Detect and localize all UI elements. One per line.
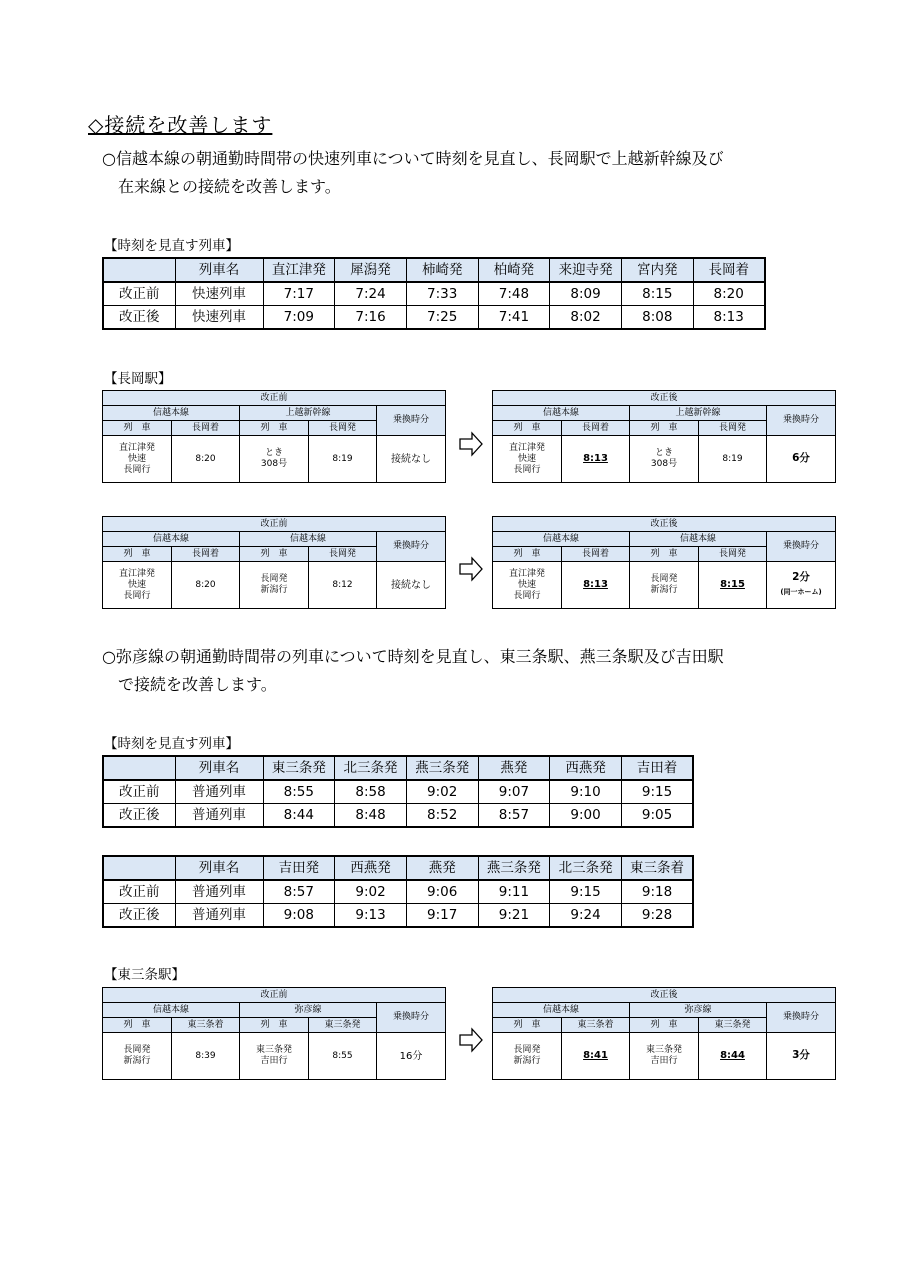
table-cell: 9:05 — [621, 804, 693, 828]
table-cell: 9:07 — [478, 780, 550, 804]
timetable-header-row — [103, 258, 765, 282]
row-label: 改正後 — [103, 804, 175, 828]
sub-header: 列 車 — [493, 421, 562, 436]
line-name: 信越本線 — [103, 532, 240, 547]
sub-header: 列 車 — [630, 547, 699, 562]
connection-table-nagaoka-1-after — [492, 390, 836, 483]
connection-table-higashisanjo-before — [102, 987, 446, 1080]
header-cell: 犀潟発 — [335, 258, 407, 282]
sub-header: 長岡発 — [699, 421, 767, 436]
train-b: とき 308号 — [630, 436, 699, 483]
train-a: 直江津発 快速 長岡行 — [103, 436, 172, 483]
timetable-yahiko-outbound — [102, 755, 694, 828]
table-cell: 普通列車 — [175, 880, 263, 904]
table-cell: 8:55 — [263, 780, 335, 804]
header-cell: 吉田発 — [263, 856, 335, 880]
header-cell: 宮内発 — [621, 258, 693, 282]
table-title: 改正後 — [493, 517, 836, 532]
connection-table-nagaoka-2-before — [102, 516, 446, 609]
sub-header: 列 車 — [493, 547, 562, 562]
sub-header: 長岡着 — [562, 547, 630, 562]
sub-header: 列 車 — [630, 421, 699, 436]
table-cell: 7:17 — [263, 282, 335, 306]
timetable-label-1: 【時刻を見直す列車】 — [104, 238, 239, 254]
table-cell: 9:02 — [406, 780, 478, 804]
table-cell: 普通列車 — [175, 804, 263, 828]
table-row — [103, 904, 693, 928]
line-name: 信越本線 — [493, 406, 630, 421]
train-a: 長岡発 新潟行 — [493, 1033, 562, 1080]
table-cell: 8:48 — [335, 804, 407, 828]
time-b: 8:44 — [699, 1033, 767, 1080]
section1-text — [102, 145, 724, 201]
line-name: 信越本線 — [493, 1003, 630, 1018]
time-b: 8:19 — [309, 436, 377, 483]
header-cell: 吉田着 — [621, 756, 693, 780]
header-cell: 列車名 — [175, 756, 263, 780]
table-cell: 普通列車 — [175, 780, 263, 804]
train-b: 長岡発 新潟行 — [630, 562, 699, 609]
table-cell: 8:57 — [263, 880, 335, 904]
train-b: 東三条発 吉田行 — [630, 1033, 699, 1080]
header-cell: 北三条発 — [335, 756, 407, 780]
row-label: 改正後 — [103, 306, 175, 330]
table-cell: 7:33 — [406, 282, 478, 306]
sub-header: 列 車 — [103, 421, 172, 436]
table-cell: 9:06 — [406, 880, 478, 904]
section1-line1: ○信越本線の朝通勤時間帯の快速列車について時刻を見直し、長岡駅で上越新幹線及び — [102, 149, 724, 168]
table-cell: 8:13 — [693, 306, 765, 330]
transfer-header: 乗換時分 — [377, 532, 446, 562]
table-row — [103, 282, 765, 306]
table-cell: 9:17 — [406, 904, 478, 928]
header-cell: 北三条発 — [550, 856, 622, 880]
diagonal-corner-cell — [103, 756, 175, 780]
row-label: 改正前 — [103, 880, 175, 904]
sub-header: 東三条発 — [309, 1018, 377, 1033]
table-title: 改正前 — [103, 988, 446, 1003]
sub-header: 長岡発 — [309, 421, 377, 436]
table-cell: 8:44 — [263, 804, 335, 828]
table-cell: 7:24 — [335, 282, 407, 306]
transfer-result: 3分 — [767, 1033, 836, 1080]
row-label: 改正後 — [103, 904, 175, 928]
table-title: 改正後 — [493, 391, 836, 406]
table-cell: 7:25 — [406, 306, 478, 330]
time-b: 8:55 — [309, 1033, 377, 1080]
sub-header: 列 車 — [630, 1018, 699, 1033]
section2-text — [102, 643, 724, 699]
time-a: 8:13 — [562, 562, 630, 609]
sub-header: 長岡着 — [172, 421, 240, 436]
sub-header: 列 車 — [240, 421, 309, 436]
time-a: 8:20 — [172, 562, 240, 609]
table-cell: 7:09 — [263, 306, 335, 330]
right-arrow-icon — [458, 1027, 484, 1053]
header-cell: 列車名 — [175, 856, 263, 880]
table-cell: 9:15 — [550, 880, 622, 904]
train-b: とき 308号 — [240, 436, 309, 483]
line-name: 上越新幹線 — [630, 406, 767, 421]
section1-line2: 在来線との接続を改善します。 — [118, 177, 341, 196]
line-name: 信越本線 — [103, 1003, 240, 1018]
transfer-header: 乗換時分 — [767, 406, 836, 436]
station-label-higashisanjo: 【東三条駅】 — [104, 967, 185, 983]
sub-header: 長岡着 — [172, 547, 240, 562]
connection-table-nagaoka-2-after — [492, 516, 836, 609]
train-b: 長岡発 新潟行 — [240, 562, 309, 609]
table-cell: 8:57 — [478, 804, 550, 828]
sub-header: 列 車 — [103, 1018, 172, 1033]
header-cell: 直江津発 — [263, 258, 335, 282]
header-cell: 柏崎発 — [478, 258, 550, 282]
table-cell: 9:11 — [478, 880, 550, 904]
table-cell: 8:08 — [621, 306, 693, 330]
line-name: 弥彦線 — [630, 1003, 767, 1018]
sub-header: 東三条着 — [172, 1018, 240, 1033]
line-name: 信越本線 — [240, 532, 377, 547]
line-name: 上越新幹線 — [240, 406, 377, 421]
table-cell: 8:09 — [550, 282, 622, 306]
right-arrow-icon — [458, 556, 484, 582]
table-cell: 9:02 — [335, 880, 407, 904]
transfer-header: 乗換時分 — [767, 1003, 836, 1033]
header-cell: 燕発 — [406, 856, 478, 880]
time-b: 8:12 — [309, 562, 377, 609]
timetable-yahiko-inbound — [102, 855, 694, 928]
connection-table-higashisanjo-after — [492, 987, 836, 1080]
table-cell: 普通列車 — [175, 904, 263, 928]
train-a: 長岡発 新潟行 — [103, 1033, 172, 1080]
header-cell: 燕発 — [478, 756, 550, 780]
right-arrow-icon — [458, 431, 484, 457]
transfer-result: 接続なし — [377, 562, 446, 609]
sub-header: 列 車 — [103, 547, 172, 562]
header-cell: 燕三条発 — [478, 856, 550, 880]
time-a: 8:13 — [562, 436, 630, 483]
page-heading: ◇接続を改善します — [88, 113, 273, 137]
section2-line1: ○弥彦線の朝通勤時間帯の列車について時刻を見直し、東三条駅、燕三条駅及び吉田駅 — [102, 647, 724, 666]
sub-header: 列 車 — [240, 1018, 309, 1033]
time-b: 8:19 — [699, 436, 767, 483]
table-cell: 9:24 — [550, 904, 622, 928]
table-cell: 9:15 — [621, 780, 693, 804]
timetable-shinetsu — [102, 257, 766, 330]
table-row — [103, 306, 765, 330]
header-cell: 燕三条発 — [406, 756, 478, 780]
row-label: 改正前 — [103, 780, 175, 804]
transfer-result: 接続なし — [377, 436, 446, 483]
table-title: 改正後 — [493, 988, 836, 1003]
table-cell: 7:41 — [478, 306, 550, 330]
table-cell: 9:10 — [550, 780, 622, 804]
transfer-header: 乗換時分 — [377, 1003, 446, 1033]
header-cell: 西燕発 — [550, 756, 622, 780]
connection-table-nagaoka-1-before — [102, 390, 446, 483]
diagonal-corner-cell — [103, 856, 175, 880]
train-a: 直江津発 快速 長岡行 — [493, 436, 562, 483]
line-name: 弥彦線 — [240, 1003, 377, 1018]
sub-header: 長岡着 — [562, 421, 630, 436]
table-title: 改正前 — [103, 391, 446, 406]
sub-header: 長岡発 — [699, 547, 767, 562]
train-a: 直江津発 快速 長岡行 — [493, 562, 562, 609]
transfer-result: 16分 — [377, 1033, 446, 1080]
table-cell: 8:15 — [621, 282, 693, 306]
sub-header: 列 車 — [240, 547, 309, 562]
train-a: 直江津発 快速 長岡行 — [103, 562, 172, 609]
time-b: 8:15 — [699, 562, 767, 609]
table-cell: 9:21 — [478, 904, 550, 928]
transfer-header: 乗換時分 — [377, 406, 446, 436]
transfer-header: 乗換時分 — [767, 532, 836, 562]
header-cell: 西燕発 — [335, 856, 407, 880]
table-cell: 7:16 — [335, 306, 407, 330]
line-name: 信越本線 — [493, 532, 630, 547]
table-cell: 7:48 — [478, 282, 550, 306]
table-cell: 8:20 — [693, 282, 765, 306]
sub-header: 東三条着 — [562, 1018, 630, 1033]
table-cell: 快速列車 — [175, 282, 263, 306]
header-cell: 東三条発 — [263, 756, 335, 780]
table-cell: 8:58 — [335, 780, 407, 804]
sub-header: 長岡発 — [309, 547, 377, 562]
table-cell: 9:18 — [621, 880, 693, 904]
table-row — [103, 804, 693, 828]
table-row — [103, 880, 693, 904]
line-name: 信越本線 — [630, 532, 767, 547]
header-cell: 来迎寺発 — [550, 258, 622, 282]
sub-header: 東三条発 — [699, 1018, 767, 1033]
table-cell: 快速列車 — [175, 306, 263, 330]
time-a: 8:41 — [562, 1033, 630, 1080]
station-label-nagaoka: 【長岡駅】 — [104, 371, 172, 387]
diagonal-corner-cell — [103, 258, 175, 282]
table-cell: 9:28 — [621, 904, 693, 928]
line-name: 信越本線 — [103, 406, 240, 421]
header-cell: 東三条着 — [621, 856, 693, 880]
header-cell: 長岡着 — [693, 258, 765, 282]
row-label: 改正前 — [103, 282, 175, 306]
header-cell: 列車名 — [175, 258, 263, 282]
time-a: 8:39 — [172, 1033, 240, 1080]
transfer-result: 2分 (同一ホーム) — [767, 562, 836, 609]
timetable-label-2: 【時刻を見直す列車】 — [104, 736, 239, 752]
table-row — [103, 780, 693, 804]
table-cell: 9:00 — [550, 804, 622, 828]
table-cell: 8:52 — [406, 804, 478, 828]
table-title: 改正前 — [103, 517, 446, 532]
table-cell: 8:02 — [550, 306, 622, 330]
same-platform-note: (同一ホーム) — [780, 588, 822, 596]
section2-line2: で接続を改善します。 — [118, 675, 277, 694]
table-cell: 9:13 — [335, 904, 407, 928]
time-a: 8:20 — [172, 436, 240, 483]
table-cell: 9:08 — [263, 904, 335, 928]
train-b: 東三条発 吉田行 — [240, 1033, 309, 1080]
sub-header: 列 車 — [493, 1018, 562, 1033]
header-cell: 柿崎発 — [406, 258, 478, 282]
transfer-result: 6分 — [767, 436, 836, 483]
